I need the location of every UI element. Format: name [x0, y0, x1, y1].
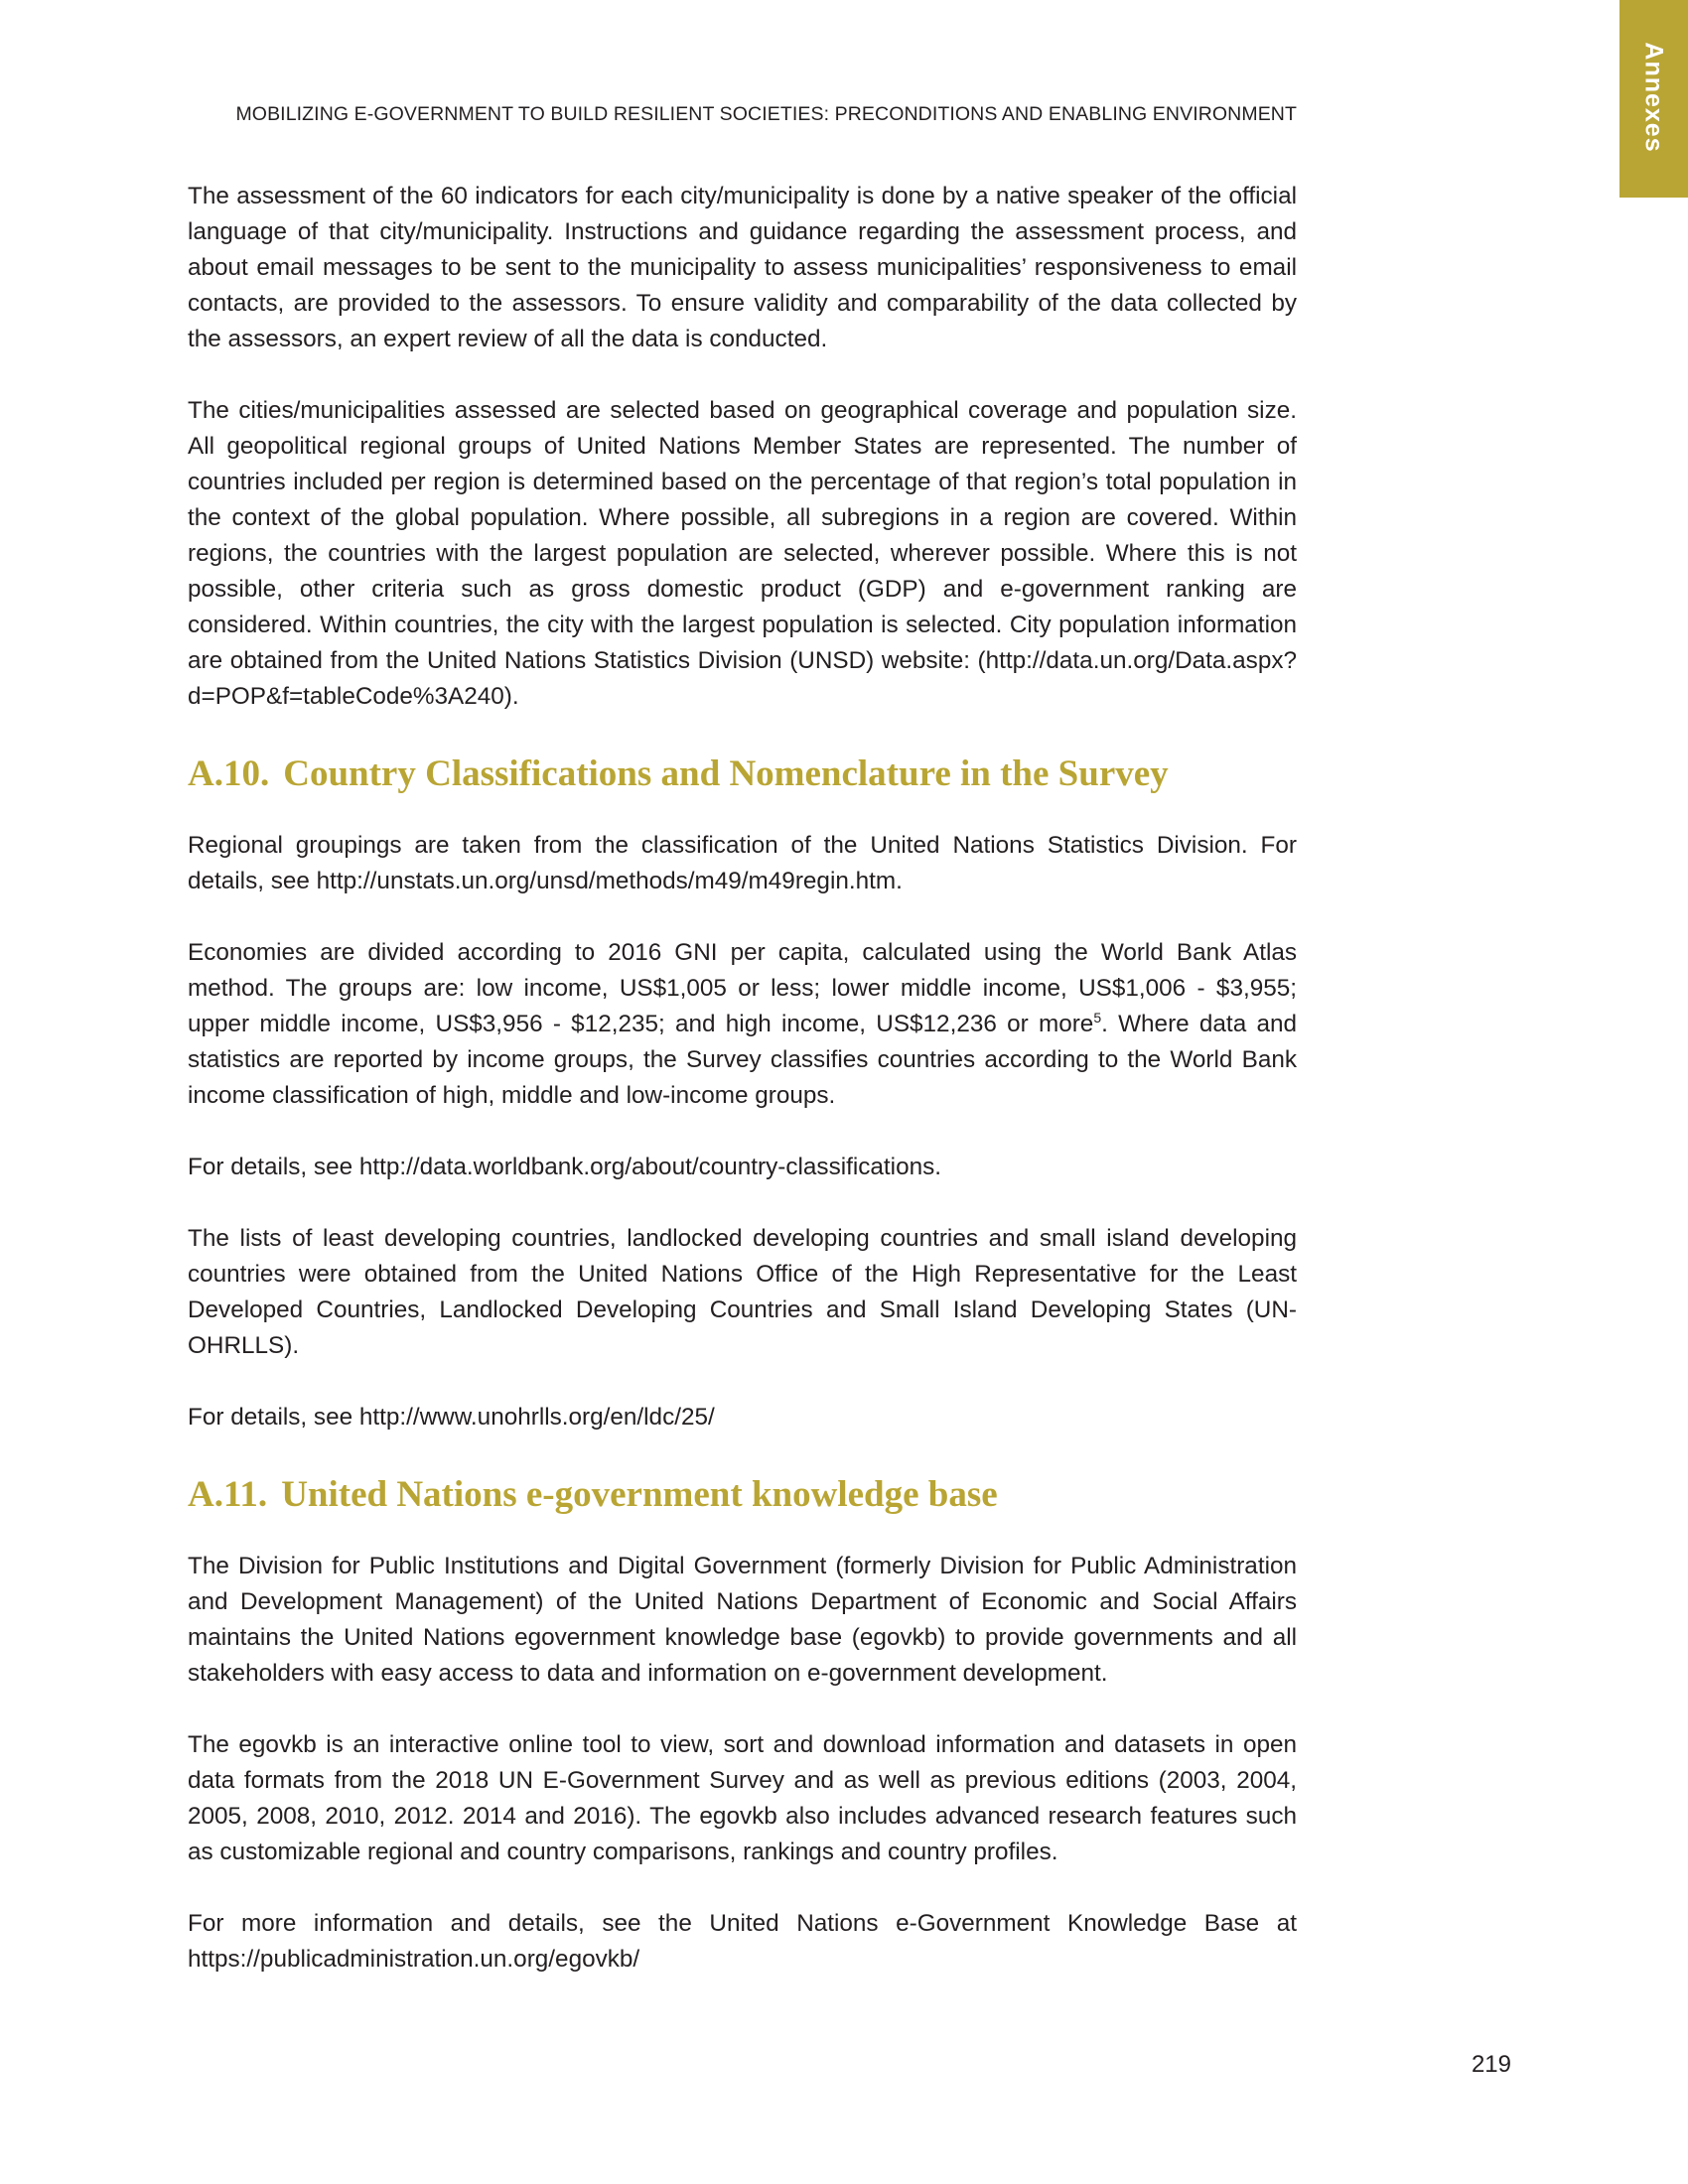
- paragraph-regional-groupings: Regional groupings are taken from the classification of the United Nations Statistics Division. For details, see http://unstats.un.org/unsd/methods/m49/m49regin.htm.: [188, 832, 1297, 894]
- page-body: [188, 179, 1297, 2013]
- intro-paragraph-assessment: The assessment of the 60 indicators for each city/municipality is done by a native speaker of the official language of that city/municipality. Instructions and guidance regarding the assessment process, and about email messages to be sent to the municipality to assess municipalities’ responsiveness to email contacts, are provided to the assessors. To ensure validity and comparability of the data collected by the assessors, an expert review of all the data is conducted.: [188, 183, 1297, 352]
- running-header: MOBILIZING E-GOVERNMENT TO BUILD RESILIENT SOCIETIES: PRECONDITIONS AND ENABLING ENVIRONMENT: [235, 103, 1297, 125]
- section-heading-a10: [188, 751, 1297, 798]
- paragraph-income-groups: [188, 935, 1297, 1114]
- paragraph-egovkb-intro: The Division for Public Institutions and Digital Government (formerly Division for Public Administration and Development Management) of the United Nations Department of Economic and Social Affairs maintains the United Nations egovernment knowledge base (egovkb) to provide governments and all stakeholders with easy access to data and information on e-government development.: [188, 1553, 1297, 1687]
- income-groups-text-cont: . Where data and statistics are reported by income groups, the Survey classifies countries according to the World Bank income classification of high, middle and low-income groups.: [188, 1011, 1297, 1109]
- intro-paragraph-selection: The cities/municipalities assessed are selected based on geographical coverage and population size. All geopolitical regional groups of United Nations Member States are represented. The number of countries included per region is determined based on the percentage of that region’s total population in the context of the global population. Where possible, all subregions in a region are covered. Within regions, the countries with the largest population are selected, wherever possible. Where this is not possible, other criteria such as gross domestic product (GDP) and e-government ranking are considered. Within countries, the city with the largest population is selected. City population information are obtained from the United Nations Statistics Division (UNSD) website: (http://data.un.org/Data.aspx?d=POP&f=tableCode%3A240).: [188, 397, 1297, 710]
- page-number: 219: [1471, 2051, 1511, 2078]
- section-number-a10: A.10.: [188, 753, 270, 794]
- annexes-side-tab: [1619, 0, 1688, 198]
- paragraph-egovkb-tool: The egovkb is an interactive online tool to view, sort and download information and datasets in open data formats from the 2018 UN E-Government Survey and as well as previous editions (2003, 2004, 2005, 2008, 2010, 2012. 2014 and 2016). The egovkb also includes advanced research features such as customizable regional and country comparisons, rankings and country profiles.: [188, 1731, 1297, 1865]
- footnote-marker: 5: [1093, 1009, 1102, 1025]
- section-title-a10: Country Classifications and Nomenclature in the Survey: [283, 753, 1169, 794]
- paragraph-ldc-lists: The lists of least developing countries, landlocked developing countries and small island developing countries were obtained from the United Nations Office of the High Representative for the Least Developed Countries, Landlocked Developing Countries and Small Island Developing States (UN-OHRLLS).: [188, 1225, 1297, 1359]
- annexes-tab-label: Annexes: [1639, 42, 1668, 153]
- paragraph-egovkb-details: For more information and details, see the United Nations e-Government Knowledge Base at https://publicadministration.un.org/egovkb/: [188, 1910, 1297, 1973]
- section-title-a11: United Nations e-government knowledge base: [281, 1474, 998, 1515]
- section-number-a11: A.11.: [188, 1474, 268, 1515]
- paragraph-worldbank-details: For details, see http://data.worldbank.org/about/country-classifications.: [188, 1154, 941, 1180]
- income-groups-text: Economies are divided according to 2016 GNI per capita, calculated using the World Bank Atlas method. The groups are: low income, US$1,005 or less; lower middle income, US$1,006 - $3,955; upper middle income, US$3,956 - $12,235; and high income, US$12,236 or more: [188, 939, 1297, 1037]
- paragraph-unohrlls-details: For details, see http://www.unohrlls.org/en/ldc/25/: [188, 1404, 715, 1431]
- section-heading-a11: [188, 1471, 1297, 1519]
